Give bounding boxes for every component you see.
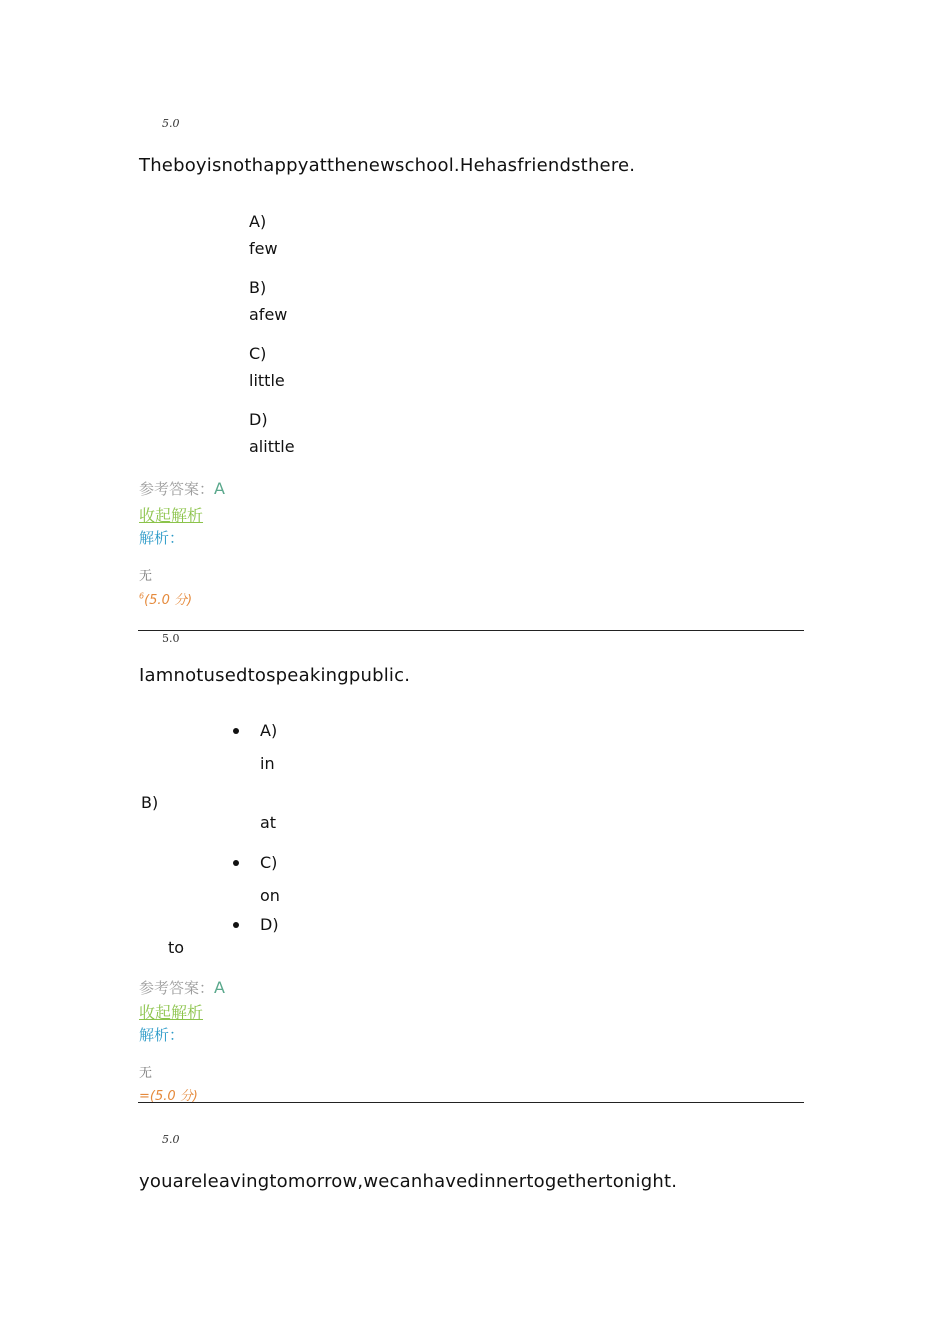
q1-option-b-label[interactable]: B)	[249, 278, 267, 297]
q1-analysis-label: 解析：	[139, 529, 185, 547]
q1-option-c-label[interactable]: C)	[249, 344, 267, 363]
q2-option-a-text[interactable]: in	[260, 754, 275, 773]
q1-reference-answer	[139, 478, 225, 499]
q1-option-c-text[interactable]: little	[249, 371, 285, 390]
q1-reference-label: 参考答案：	[139, 480, 215, 498]
q2-option-a-label[interactable]: A)	[260, 721, 278, 740]
q2-score: 5.0	[162, 632, 180, 645]
q2-option-a-bullet	[233, 728, 239, 734]
q2-option-d-bullet	[233, 922, 239, 928]
q1-collapse-analysis-link[interactable]: 收起解析	[139, 506, 204, 525]
q1-points	[139, 589, 192, 608]
q2-question-text: Iamnotusedtospeakingpublic.	[139, 665, 411, 686]
q1-points-prefix: 6	[139, 591, 145, 601]
q2-collapse-analysis-link[interactable]: 收起解析	[139, 1003, 204, 1022]
q2-points-value: (5.0 分)	[149, 1089, 198, 1104]
q1-analysis-text: 无	[139, 569, 153, 584]
q1-question-text: Theboyisnothappyatthenewschool.Hehasfriendsthere.	[139, 155, 636, 176]
q2-reference-answer	[139, 977, 225, 998]
q2-reference-value: A	[214, 978, 225, 997]
q2-points-prefix: =	[139, 1089, 150, 1104]
q2-analysis-label: 解析：	[139, 1026, 185, 1044]
q3-score: 5.0	[162, 1133, 180, 1146]
q1-score: 5.0	[162, 117, 180, 130]
q2-option-b-label[interactable]: B)	[141, 793, 159, 812]
q1-divider	[138, 630, 804, 631]
q2-option-c-bullet	[233, 860, 239, 866]
q1-option-b-text[interactable]: afew	[249, 305, 288, 324]
q1-reference-value: A	[214, 479, 225, 498]
q2-option-c-text[interactable]: on	[260, 886, 280, 905]
q2-divider	[138, 1102, 804, 1103]
q2-option-d-label[interactable]: D)	[260, 915, 279, 934]
q3-question-text: youareleavingtomorrow,wecanhavedinnertogethertonight.	[139, 1171, 678, 1192]
q2-analysis-text: 无	[139, 1066, 153, 1081]
q2-option-b-text[interactable]: at	[260, 813, 277, 832]
q2-option-d-text[interactable]: to	[168, 938, 185, 957]
q1-option-d-text[interactable]: alittle	[249, 437, 295, 456]
q1-option-a-label[interactable]: A)	[249, 212, 267, 231]
q1-option-d-label[interactable]: D)	[249, 410, 268, 429]
q1-option-a-text[interactable]: few	[249, 239, 278, 258]
q1-points-value: (5.0 分)	[144, 593, 193, 608]
q2-reference-label: 参考答案：	[139, 979, 215, 997]
q2-option-c-label[interactable]: C)	[260, 853, 278, 872]
